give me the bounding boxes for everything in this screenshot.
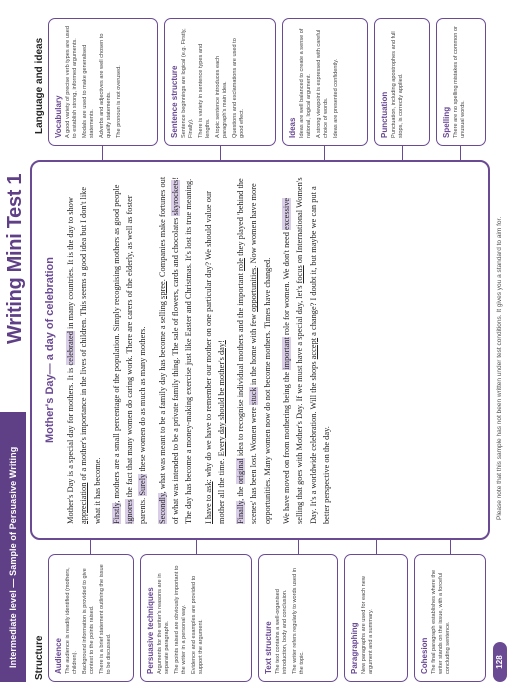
highlighted-word: skyrockets	[170, 179, 180, 216]
box-line: There is variety in sentence types and lengths.	[197, 43, 211, 138]
cohesion-box	[414, 554, 486, 682]
essay-text: on International Women's Day. It's a worldwide celebration. Will the shops	[295, 177, 318, 524]
essay-paragraph	[234, 176, 274, 524]
essay-text: ! The day has become a money-making exercise just like Easter and Christmas. It's lost its true meaning.	[170, 176, 194, 524]
underlined-phrase: opportunities	[249, 267, 259, 312]
connector-line	[220, 146, 221, 160]
box-line: Adverbs and adjectives are well chosen to qualify statements.	[98, 33, 112, 138]
box-line: Sentence beginnings are logical (e.g. Firstly, Finally).	[181, 28, 194, 138]
box-line: The writer refers regularly to words used in the topic.	[291, 567, 305, 674]
box-line: The points raised are obviously important to the writer in a personal way.	[173, 565, 187, 674]
text-structure-title: Text structure	[264, 621, 273, 674]
essay-paragraph	[64, 176, 104, 524]
connector-line	[460, 146, 461, 160]
persuasive-techniques-title: Persuasive techniques	[146, 587, 155, 674]
connector-line	[324, 146, 325, 160]
box-line: New paragraphs are used for each new argument and a summary.	[361, 576, 374, 674]
essay-text: a change? I doubt it, but maybe we can put a better perspective on the day.	[308, 186, 331, 524]
highlighted-word: Secondly	[157, 493, 167, 524]
level-banner: Intermediate level — Sample of Persuasive Writing	[0, 412, 26, 682]
highlighted-word: Firstly	[111, 502, 121, 524]
box-line: Questions and exclamations are used to good effect.	[231, 38, 245, 138]
box-line: Modals are used to make generalised statements.	[81, 44, 95, 138]
essay-text: . Companies make fortunes out of what was intended to be a private family thing. The sale of flowers, cards and chocolates	[157, 176, 180, 524]
essay-text: Mother's Day is a special day for mothers. It is	[66, 365, 75, 524]
essay-paragraph	[202, 176, 229, 524]
spelling-title: Spelling	[442, 106, 451, 138]
essay-text: selling that goes with Mother's Day. If we must have a special day, let's	[295, 283, 305, 524]
highlighted-word: important	[281, 337, 291, 370]
connector-line	[402, 146, 403, 160]
connector-line	[376, 540, 377, 554]
essay-text: in many countries. It is the day to show	[66, 197, 75, 332]
vocabulary-title: Vocabulary	[54, 95, 63, 138]
underlined-phrase: focus	[295, 265, 305, 284]
box-line: There is a brief statement outlining the issue to be discussed.	[98, 564, 112, 674]
highlighted-word: Finally	[236, 500, 246, 524]
essay-text: , what was meant to be a family day has become a selling	[157, 298, 167, 494]
connector-line	[196, 540, 197, 554]
footer-note: Please note that this sample has not been written under test conditions. It gives you a standard to aim for.	[496, 216, 503, 520]
punctuation-title: Punctuation	[380, 91, 389, 138]
essay-text: : why do we have to remember our mother on one particular day? We should value our mother all the time.	[203, 191, 226, 524]
box-line: A strong viewpoint is expressed with careful choice of words.	[315, 29, 329, 138]
sentence-structure-title: Sentence structure	[170, 65, 179, 138]
ideas-box	[282, 18, 368, 146]
essay-body	[64, 176, 333, 524]
essay-text: idea to recognise individual mothers and the important	[236, 271, 246, 459]
box-line: The text contains a well-organised introduction, body and conclusion.	[275, 589, 288, 674]
connector-line	[450, 540, 451, 554]
essay-text: of a mother's importance in the lives of children. This seems a good idea but I don't like what it has become.	[79, 186, 102, 524]
box-line: Background information is provided to give context to the points raised.	[81, 568, 95, 674]
structure-heading: Structure	[34, 635, 45, 680]
underlined-phrase: appreciation	[79, 482, 89, 524]
essay-text: , the	[236, 484, 246, 501]
highlighted-word: celebrated	[66, 331, 75, 366]
vocabulary-box	[48, 18, 158, 146]
ideas-title: Ideas	[288, 117, 297, 138]
punctuation-box	[374, 18, 430, 146]
box-line: The audience is readily identified (mothers, children).	[65, 567, 78, 674]
spelling-box	[436, 18, 486, 146]
essay-text: , mothers are a small percentage of the population. Simply recognising mothers as good people	[111, 184, 121, 503]
connector-line	[298, 540, 299, 554]
highlighted-word: Surely	[138, 473, 148, 496]
essay-text: role for women. We don't need	[281, 229, 291, 338]
connector-line	[90, 540, 91, 554]
connector-line	[102, 146, 103, 160]
essay-text: in the home with few	[249, 311, 259, 388]
essay-title: Mother's Day— a day of celebration	[44, 257, 56, 443]
language-ideas-heading: Language and ideas	[34, 37, 45, 134]
box-line: A topic sentence introduces each paragraph's main idea.	[214, 55, 228, 138]
essay-text: the fact that many women do caring work. There are carers of the elderly, as well as foster parents.	[125, 195, 148, 524]
essay-box	[30, 160, 490, 540]
page-number: 128	[493, 642, 507, 682]
sentence-structure-box	[164, 18, 276, 146]
box-line: Ideas are well balanced to create a sense of rational, logical argument.	[299, 28, 312, 138]
essay-text: they played 'behind the scenes' has been lost. Women were	[236, 178, 259, 524]
underlined-phrase: Every day should be mother's day!	[216, 340, 226, 457]
page-title: Writing Mini Test 1	[4, 173, 26, 344]
highlighted-word: ignores	[125, 499, 135, 524]
essay-paragraph	[110, 176, 150, 524]
box-line: The final paragraph establishes where the writer stands on the issue, with a forceful concluding sentence.	[431, 569, 451, 674]
essay-paragraph	[280, 176, 333, 524]
underlined-phrase: role	[236, 257, 246, 271]
cohesion-title: Cohesion	[420, 637, 429, 674]
box-line: Punctuation, including apostrophes and full stops, is correctly applied.	[391, 31, 404, 138]
audience-title: Audience	[54, 637, 63, 674]
box-line: Arguments for the writer's reasons are in separate paragraphs.	[157, 573, 170, 674]
underlined-phrase: accept	[308, 337, 318, 360]
essay-text: . Now women have more opportunities. Many women now do not become mothers. Times have changed.	[249, 183, 272, 524]
essay-text: these women do as much as many mothers.	[138, 326, 148, 474]
box-line: The pronoun is not overused.	[115, 65, 122, 138]
essay-paragraph	[156, 176, 196, 524]
essay-text: We have moved on from mothering being the	[281, 369, 291, 524]
paragraphing-box	[344, 554, 408, 682]
persuasive-techniques-box	[140, 554, 252, 682]
highlighted-word: original	[236, 458, 246, 485]
box-line: Evidence and examples are provided to support the argument.	[190, 575, 204, 674]
box-line: A good variety of precise verb types are used to establish strong, informed arguments.	[65, 26, 78, 138]
underlined-phrase: spree	[157, 281, 167, 299]
highlighted-word: stuck	[249, 387, 259, 405]
paragraphing-title: Paragraphing	[350, 622, 359, 674]
box-line: Ideas are presented confidently.	[332, 58, 339, 138]
underlined-phrase: I have to ask	[203, 481, 213, 524]
text-structure-box	[258, 554, 338, 682]
audience-box	[48, 554, 134, 682]
box-line: There are no spelling mistakes of common or unusual words.	[453, 26, 466, 138]
highlighted-word: excessive	[281, 197, 291, 230]
